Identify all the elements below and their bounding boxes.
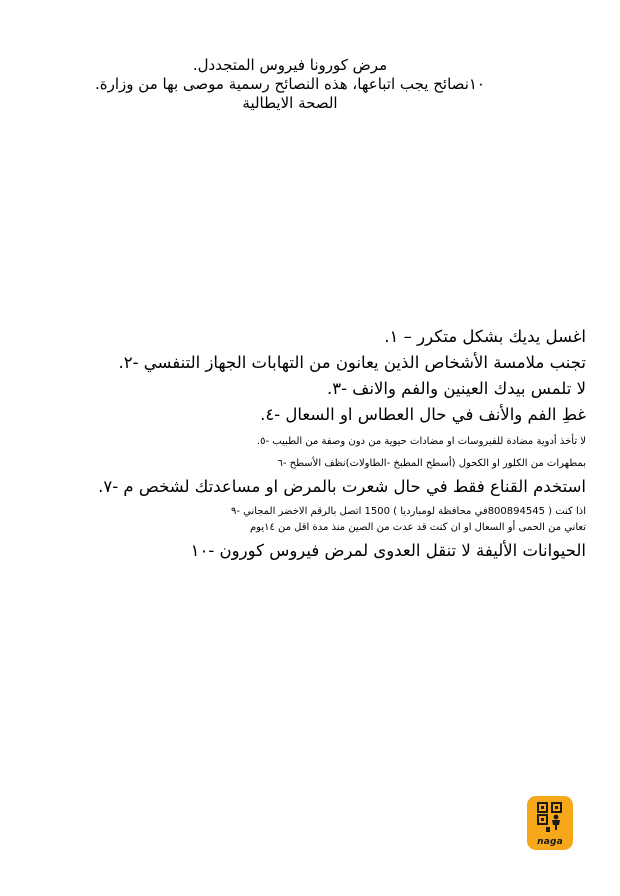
tip-5: لا تأخذ أدوية مضادة للفيروسات او مضادات حيوية من دون وصفة من الطبيب -٥. [256,436,586,447]
naga-logo-icon [527,796,573,838]
tip-1: اغسل يديك بشكل متكرر – ١. [384,327,586,346]
tip-9-line-2: تعاني من الحمى أو السعال او ان كنت قد عدت من الصين منذ مدة اقل من ١٤يوم [249,522,586,533]
tip-4: غطِ الفم والأنف في حال العطاس او السعال -٤. [260,405,586,424]
tip-2: تجنب ملامسة الأشخاص الذين يعانون من التهابات الجهاز التنفسي -٢. [118,353,586,372]
document-subtitle-line-2: الصحة الايطالية [242,94,338,112]
tip-7: استخدم القناع فقط في حال شعرت بالمرض او مساعدتك لشخص م -٧. [98,477,586,496]
document-subtitle-line-1: ١٠نصائح يجب اتباعها، هذه النصائح رسمية موصى بها من وزارة. [94,75,485,93]
naga-logo-word: naga [537,837,563,847]
tip-10: الحيوانات الأليفة لا تنقل العدوى لمرض فيروس كورون -١٠ [190,541,586,560]
document-title: مرض كورونا فيروس المتجددل. [192,56,388,74]
tip-3: لا تلمس بيدك العينين والفم والانف -٣. [326,379,586,398]
tip-6: بمطهرات من الكلور او الكحول (أسطح المطبخ -الطاولات)نظف الأسطح -٦ [277,458,586,469]
tips-list [38,320,586,564]
naga-logo [527,796,573,850]
tip-9-line-1: اذا كنت ( 800894545في محافظة لومبارديا ) 1500 اتصل بالرقم الاخضر المجاني -٩ [230,506,586,517]
document-header [60,56,520,113]
